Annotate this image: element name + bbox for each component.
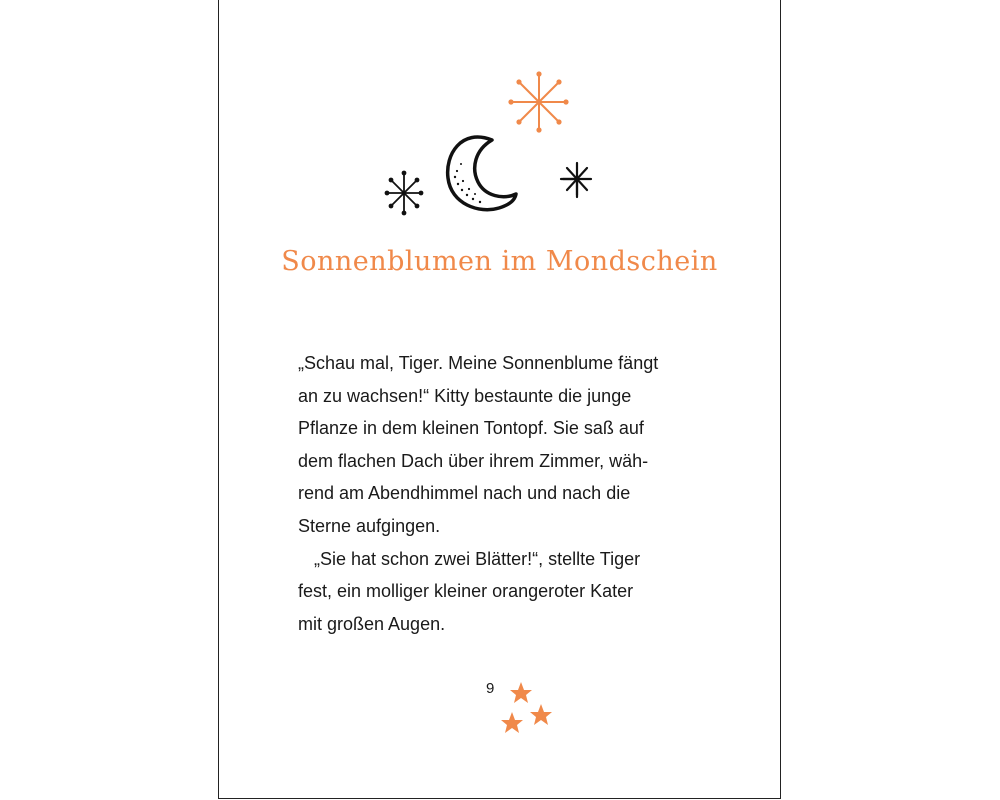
orange-stars-decoration: [494, 676, 564, 746]
moon-icon: [448, 137, 516, 210]
text-line: Sterne aufgingen.: [298, 515, 441, 536]
star-icon: [530, 704, 552, 725]
black-asterisk-star-icon: [561, 163, 591, 197]
black-sparkle-star-icon: [385, 171, 424, 216]
star-icon: [510, 682, 532, 703]
page-number: 9: [486, 680, 495, 697]
text-line: fest, ein molliger kleiner orangeroter Kater: [298, 581, 634, 602]
orange-sparkle-star-icon: [508, 71, 568, 132]
chapter-title: Sonnenblumen im Mondschein: [281, 246, 718, 277]
night-sky-illustration: [379, 60, 619, 230]
text-line: an zu wachsen!“ Kitty bestaunte die junge: [298, 385, 632, 406]
text-line: rend am Abendhimmel nach und nach die: [298, 483, 631, 504]
text-line: dem flachen Dach über ihrem Zimmer, wäh-: [298, 450, 649, 471]
text-line: „Schau mal, Tiger. Meine Sonnenblume fängt: [298, 353, 659, 373]
text-line: „Sie hat schon zwei Blätter!“, stellte Tiger: [314, 548, 641, 569]
chapter-text: [298, 347, 718, 640]
text-line: Pflanze in dem kleinen Tontopf. Sie saß auf: [298, 418, 644, 439]
star-icon: [501, 712, 523, 733]
text-line: mit großen Augen.: [298, 613, 446, 634]
book-page: [218, 0, 781, 799]
